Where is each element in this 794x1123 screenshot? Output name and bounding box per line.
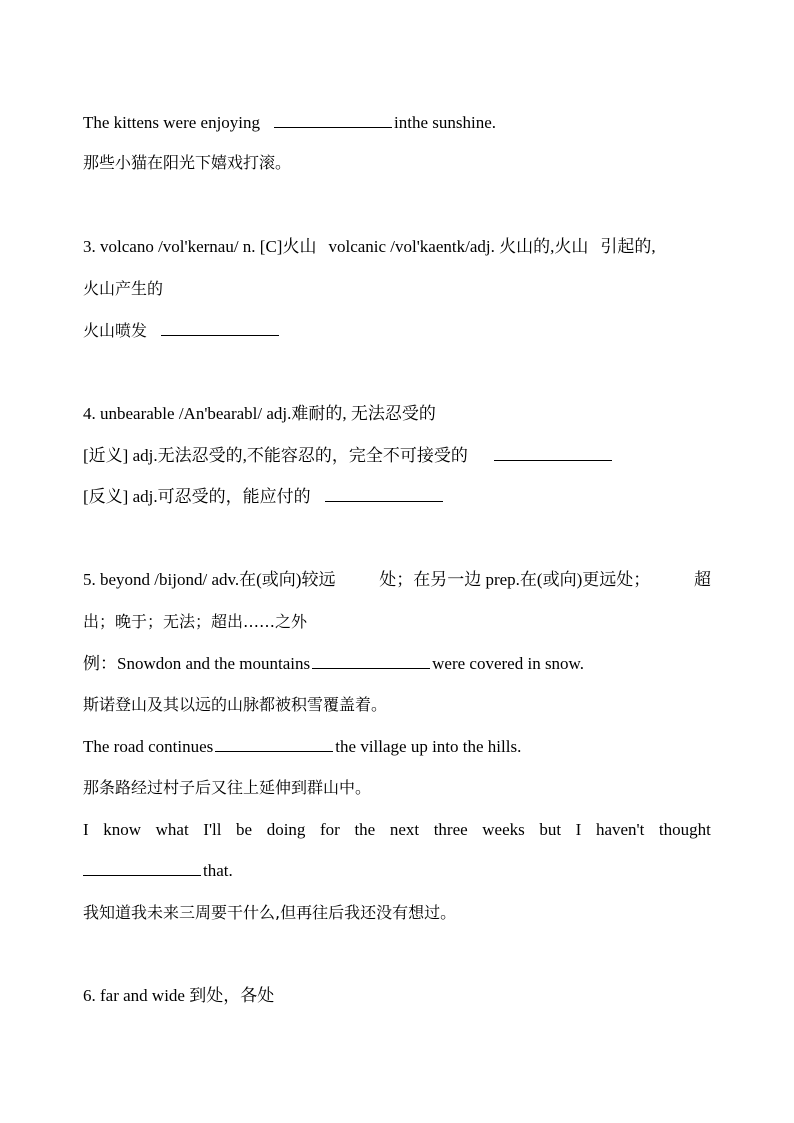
fill-blank[interactable] [215,737,333,752]
word: I [575,820,582,839]
exercise-eruption [83,320,281,342]
fill-blank[interactable] [274,113,392,128]
synonym-text: [近义] adj.无法忍受的,不能容忍的，完全不可接受的 [83,446,468,465]
entry-far-and-wide: 6. far and wide 到处，各处 [83,986,275,1005]
translation-road: 那条路经过村子后又往上延伸到群山中。 [83,778,372,797]
word: but [539,820,562,839]
word: the [354,820,376,839]
entry-text: 超 [693,570,711,589]
example-snowdon [83,653,584,675]
word: weeks [482,820,525,839]
sentence-kittens [83,112,496,134]
word: next [389,820,420,839]
entry-text: volcanic /vol'kaentk/adj. 火山的,火山 [328,237,589,256]
fill-blank[interactable] [494,446,612,461]
fill-blank[interactable] [83,861,201,876]
entry-text: 3. volcano /vol'kernau/ n. [C]火山 [83,237,317,256]
example-know-cont [83,860,233,882]
fill-blank[interactable] [161,321,279,336]
translation-kittens: 那些小猫在阳光下嬉戏打滚。 [83,153,292,172]
word: what [155,820,189,839]
example-text: 例：Snowdon and the mountains [83,654,311,673]
word: doing [266,820,306,839]
entry-text: 引起的, [600,237,656,256]
example-know [83,819,711,841]
example-text: that. [203,861,233,880]
entry-volcano [83,236,656,258]
word: haven't [595,820,645,839]
translation-snowdon: 斯诺登山及其以远的山脉都被积雪覆盖着。 [83,695,388,714]
fill-blank[interactable] [325,487,443,502]
translation-know: 我知道我未来三周要干什么,但再往后我还没有想过。 [83,903,457,922]
entry-unbearable: 4. unbearable /An'bearabl/ adj.难耐的, 无法忍受的 [83,404,436,423]
sentence-text: The kittens were enjoying [83,113,261,132]
entry-beyond [83,569,711,591]
word: three [433,820,468,839]
word: I'll [203,820,222,839]
entry-text: 5. beyond /bijond/ adv.在(或向)较远 [83,570,336,589]
example-text: were covered in snow. [432,654,584,673]
antonym-line [83,486,445,508]
word: be [236,820,253,839]
entry-volcano-cont: 火山产生的 [83,279,164,298]
synonym-line [83,445,614,467]
antonym-text: [反义] adj.可忍受的，能应付的 [83,487,311,506]
word: know [103,820,142,839]
word: for [320,820,340,839]
word: I [83,820,89,839]
example-road [83,736,521,758]
exercise-text: 火山喷发 [83,321,148,340]
example-text: the village up into the hills. [335,737,522,756]
sentence-text: inthe sunshine. [394,113,497,132]
word: thought [658,820,711,839]
entry-beyond-cont: 出；晚于；无法；超出……之外 [83,612,308,631]
entry-text: 处；在另一边 prep.在(或向)更远处； [379,570,651,589]
example-text: The road continues [83,737,214,756]
fill-blank[interactable] [312,654,430,669]
